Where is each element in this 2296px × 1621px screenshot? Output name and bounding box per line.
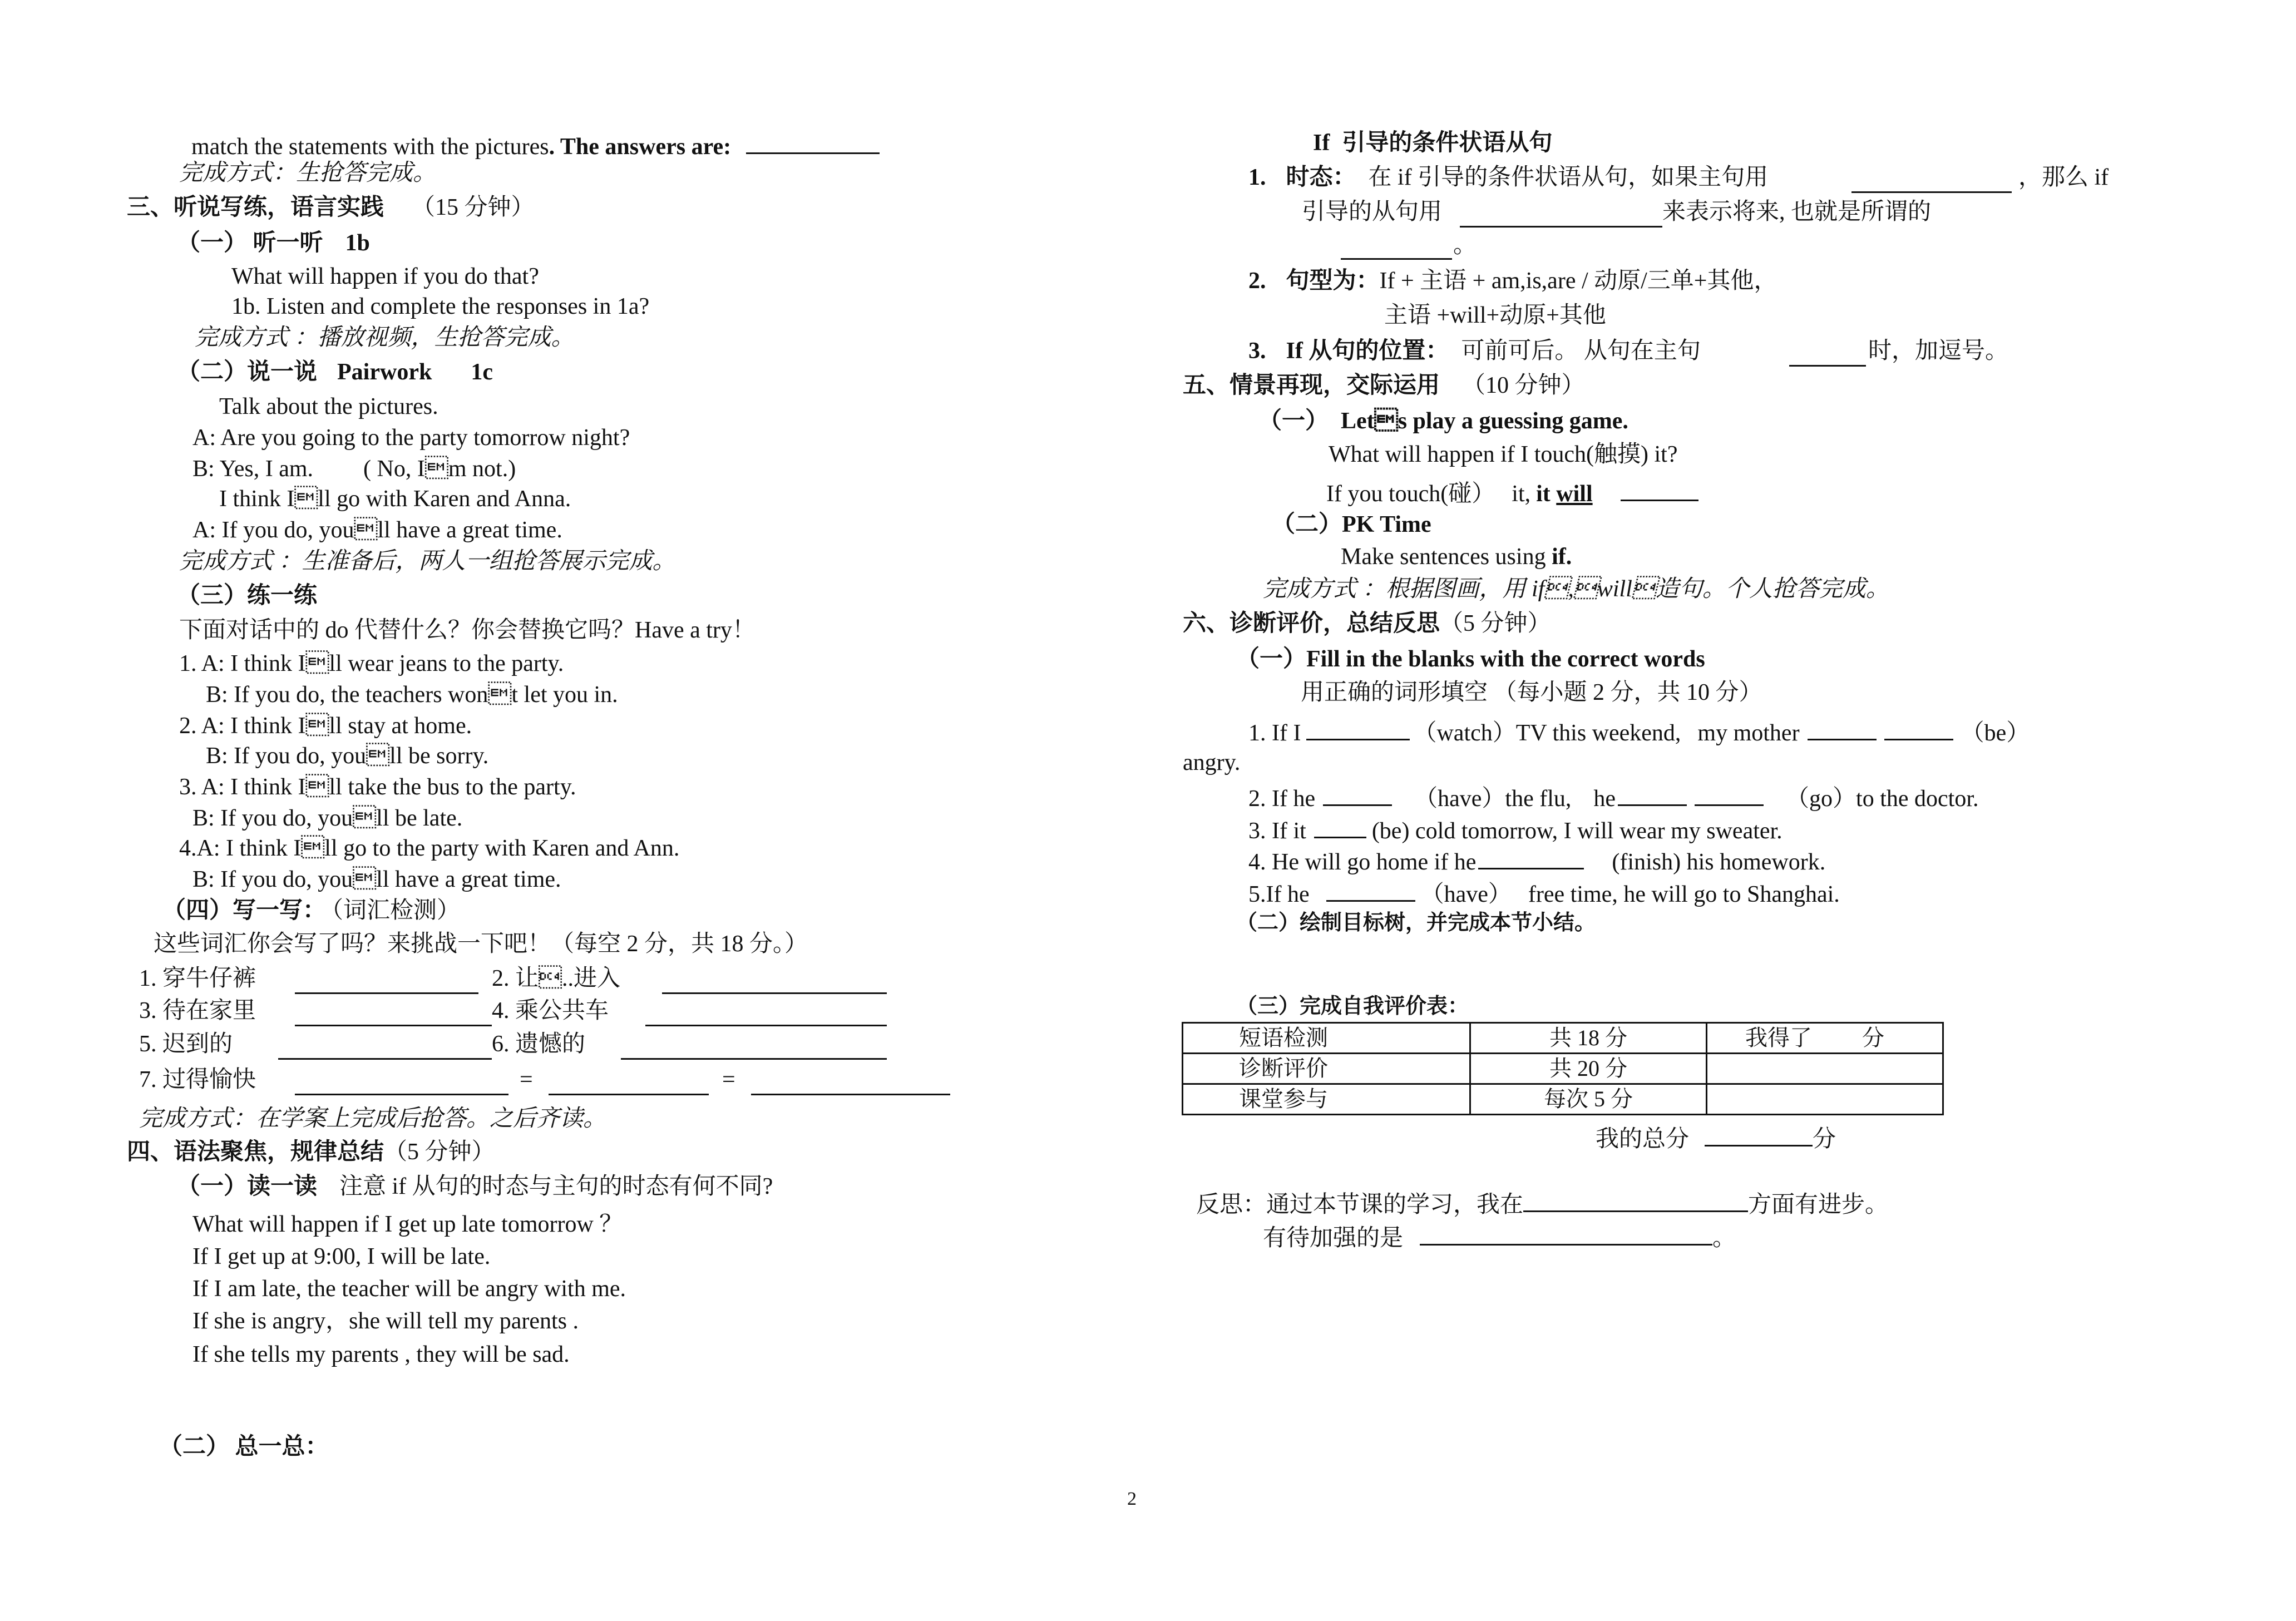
page-number: 2 xyxy=(1127,1489,1137,1509)
section-4-heading: 四、语法聚焦，规律总结（5 分钟） xyxy=(127,1139,495,1165)
pk-instruction: Make sentences using if. xyxy=(1341,544,1572,570)
dialogue-line: B: If you do, the teachers wont let you in. xyxy=(206,682,618,708)
vocab-item-5: 5. 迟到的 xyxy=(139,1031,233,1057)
reflection-line-1: 反思：通过本节课的学习，我在 方面有进步。 xyxy=(1196,1189,1888,1217)
dialogue-line: 2. A: I think Ill stay at home. xyxy=(179,713,472,739)
equals-sign: = xyxy=(520,1067,533,1093)
vocab-item-3: 3. 待在家里 xyxy=(139,998,256,1024)
answer-blank[interactable] xyxy=(746,131,880,154)
dialogue-line: 1. A: I think Ill wear jeans to the party. xyxy=(179,651,564,676)
exercise-5: 5.If he （have） free time, he will go to Shanghai. xyxy=(1248,879,1840,906)
dialogue-line: B: If you do, youll have a great time. xyxy=(192,867,561,892)
pattern-rule-main: 主语 +will+动原+其他 xyxy=(1384,303,1606,328)
vocab-blank[interactable] xyxy=(549,1073,709,1095)
match-text: match the statements with the pictures xyxy=(191,134,549,160)
table-row: 短语检测 共 18 分 我得了 分 xyxy=(1183,1023,1943,1054)
dialogue-line: 4.A: I think Ill go to the party with Karen and Ann. xyxy=(179,836,680,861)
exercise-1-cont: angry. xyxy=(1183,750,1241,775)
dialogue-line: B: Yes, I am. ( No, Im not.) xyxy=(192,456,516,482)
if-clause-heading: If 引导的条件状语从句 xyxy=(1313,130,1553,156)
vocab-item-1: 1. 穿牛仔裤 xyxy=(139,966,256,991)
vocab-blank[interactable] xyxy=(278,1037,492,1060)
write-heading: （四）写一写： （词汇检测） xyxy=(162,898,461,923)
tense-rule-end: ，那么 if xyxy=(2018,165,2109,190)
method-note: 完成方式 ：根据图画，用 if,will造句。个人抢答完成。 xyxy=(1263,576,1889,602)
game-answer: If you touch(碰） it, it will xyxy=(1326,478,1698,506)
vocab-blank[interactable] xyxy=(645,1004,887,1026)
read-heading: （一）读一读 注意 if 从句的时态与主句的时态有何不同? xyxy=(177,1174,773,1199)
example-sentence: What will happen if I get up late tomorrow ？ xyxy=(192,1212,623,1237)
dialogue-line: B: If you do, youll be late. xyxy=(192,805,463,831)
total-score: 我的总分 分 xyxy=(1596,1124,1836,1151)
dialogue-line: A: Are you going to the party tomorrow night? xyxy=(192,425,630,451)
vocab-blank[interactable] xyxy=(295,971,478,994)
example-sentence: If she is angry，she will tell my parents . xyxy=(192,1308,579,1334)
listen-heading: （一） 听一听 1b xyxy=(177,230,370,256)
vocab-blank[interactable] xyxy=(662,971,887,994)
game-blank[interactable] xyxy=(1621,478,1698,501)
instruction-text: Talk about the pictures. xyxy=(219,394,438,419)
exercise-1: 1. If I （watch）TV this weekend, my mother （be） xyxy=(1248,718,2030,745)
table-row: 课堂参与 每次 5 分 xyxy=(1183,1084,1943,1115)
vocab-item-4: 4. 乘公共车 xyxy=(492,998,609,1024)
position-blank[interactable] xyxy=(1789,344,1866,367)
table-row: 诊断评价 共 20 分 xyxy=(1183,1054,1943,1084)
tense-rule: 1. 时态： 在 if 引导的条件状语从句，如果主句用 xyxy=(1248,165,1769,190)
instruction-text: 这些词汇你会写了吗？来挑战一下吧！（每空 2 分，共 18 分。） xyxy=(154,931,808,957)
vocab-blank[interactable] xyxy=(295,1004,492,1026)
method-note: 完成方式：生抢答完成。 xyxy=(179,160,437,186)
example-sentence: If she tells my parents , they will be sad. xyxy=(192,1342,570,1367)
dialogue-line: B: If you do, youll be sorry. xyxy=(206,743,489,769)
section-3-heading: 三、听说写练，语言实践 （15 分钟） xyxy=(127,195,535,220)
exercise-3: 3. If it (be) cold tomorrow, I will wear my sweater. xyxy=(1248,816,1783,843)
vocab-blank[interactable] xyxy=(751,1073,950,1095)
exercise-2: 2. If he （have）the flu, he （go）to the doctor. xyxy=(1248,783,1979,810)
tense-blank[interactable] xyxy=(1851,170,2012,193)
dialogue-line: I think Ill go with Karen and Anna. xyxy=(219,486,571,512)
guessing-game-heading: （一） Lets play a guessing game. xyxy=(1258,408,1628,434)
self-eval-heading: （三）完成自我评价表： xyxy=(1236,995,1469,1018)
method-note: 完成方式 ：播放视频，生抢答完成。 xyxy=(195,325,575,350)
exercise-4: 4. He will go home if he (finish) his homework. xyxy=(1248,847,1825,874)
section-6-heading: 六、诊断评价，总结反思（5 分钟） xyxy=(1183,611,1551,636)
instruction-text: 下面对话中的 do 代替什么？你会替换它吗？Have a try！ xyxy=(179,617,756,643)
example-sentence: If I get up at 9:00, I will be late. xyxy=(192,1244,491,1269)
tense-blank[interactable] xyxy=(1460,205,1662,228)
fill-blanks-heading: （一）Fill in the blanks with the correct words xyxy=(1236,646,1705,672)
dialogue-line: A: If you do, youll have a great time. xyxy=(192,517,562,543)
vocab-blank[interactable] xyxy=(621,1037,887,1060)
summary-heading: （二） 总一总： xyxy=(159,1434,329,1460)
vocab-item-6: 6. 遗憾的 xyxy=(492,1031,586,1057)
pattern-rule: 2. 句型为：If + 主语 + am,is,are / 动原/三单+其他， xyxy=(1248,268,1777,294)
answers-label: . The answers are: xyxy=(549,134,732,160)
tense-blank[interactable] xyxy=(1341,237,1452,260)
vocab-blank[interactable] xyxy=(295,1073,508,1095)
period-mark: 。 xyxy=(1453,233,1477,258)
game-question: What will happen if I touch(触摸) it? xyxy=(1329,442,1678,467)
self-eval-table xyxy=(1182,1022,1944,1115)
vocab-item-2: 2. 让..进入 xyxy=(492,966,621,991)
method-note: 完成方式 ：生准备后，两人一组抢答展示完成。 xyxy=(179,548,676,574)
question-text: What will happen if you do that? xyxy=(231,264,539,289)
pairwork-heading: （二）说一说 Pairwork 1c xyxy=(177,359,493,385)
instruction-text: 1b. Listen and complete the responses in 1a? xyxy=(231,294,650,319)
method-note: 完成方式：在学案上完成后抢答。之后齐读。 xyxy=(139,1106,607,1131)
example-sentence: If I am late, the teacher will be angry with me. xyxy=(192,1276,626,1302)
tense-rule-cont: 引导的从句用 xyxy=(1302,199,1443,225)
dialogue-line: 3. A: I think Ill take the bus to the party. xyxy=(179,774,576,800)
section-5-heading: 五、情景再现，交际运用 （10 分钟） xyxy=(1183,373,1585,398)
fill-blanks-instruction: 用正确的词形填空 （每小题 2 分，共 10 分） xyxy=(1301,680,1762,705)
vocab-item-7: 7. 过得愉快 xyxy=(139,1067,256,1093)
target-tree-heading: （二）绘制目标树，并完成本节小结。 xyxy=(1236,911,1596,935)
tense-rule-cont: 来表示将来, 也就是所谓的 xyxy=(1662,199,1932,225)
match-line xyxy=(191,131,880,159)
position-rule: 3. If 从句的位置： 可前可后。 从句在主句 xyxy=(1248,338,1701,364)
pk-time-heading: （二）PK Time xyxy=(1272,512,1431,537)
position-rule-end: 时，加逗号。 xyxy=(1868,338,2009,364)
practice-heading: （三）练一练 xyxy=(177,583,318,609)
reflection-line-2: 有待加强的是 。 xyxy=(1263,1223,1736,1250)
equals-sign: = xyxy=(722,1067,735,1093)
